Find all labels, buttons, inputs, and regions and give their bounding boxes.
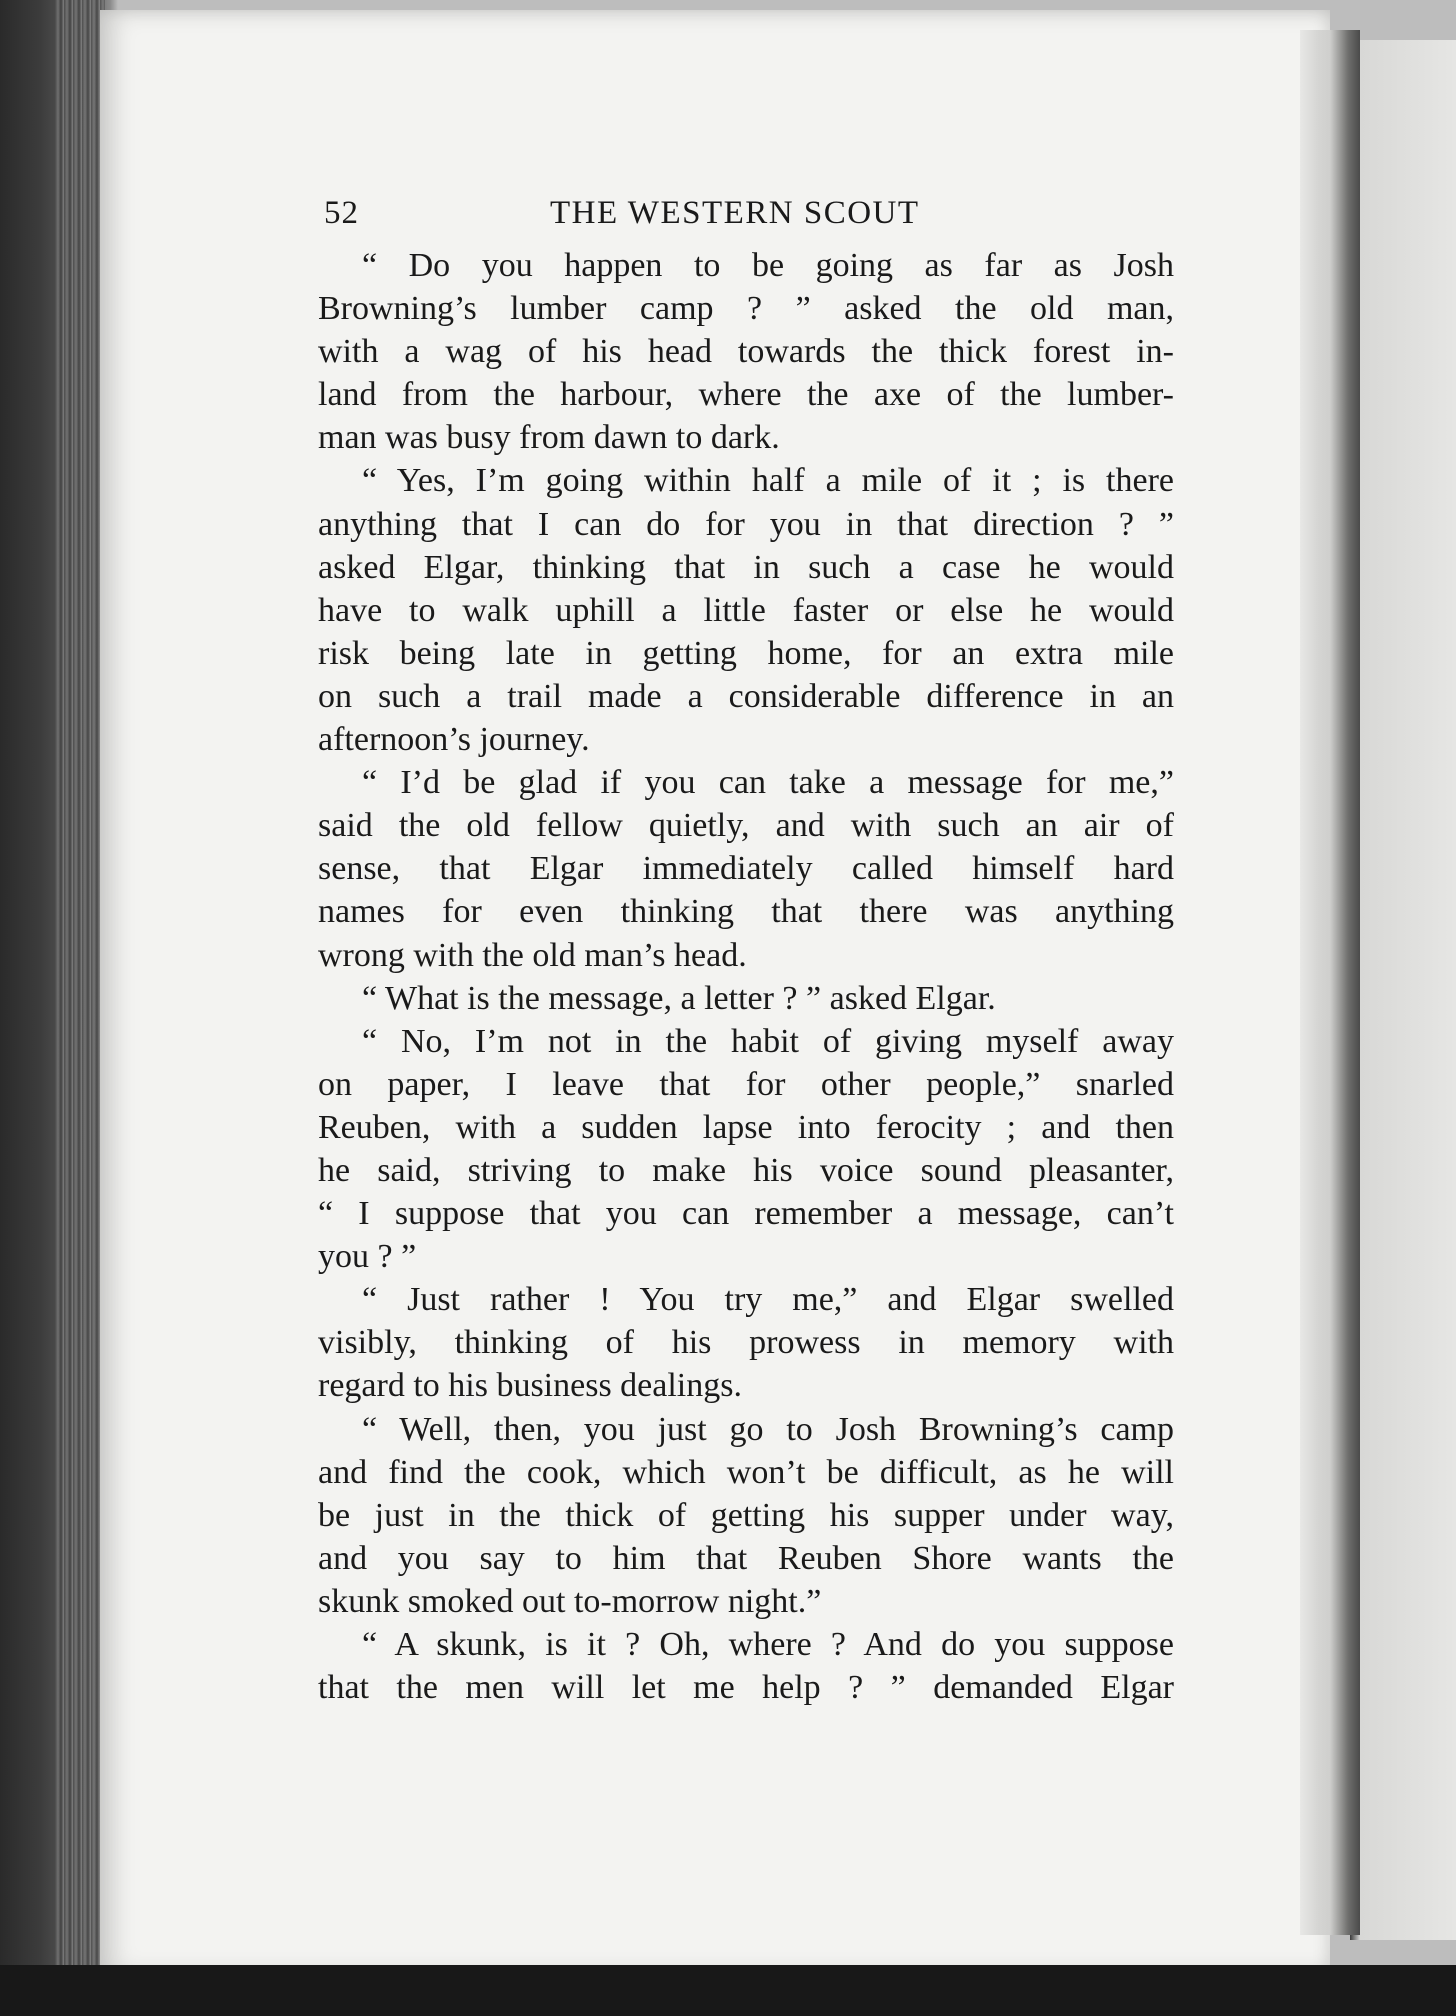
text-line: with a wag of his head towards the thick forest in- [318, 333, 1174, 371]
text-line: “ I’d be glad if you can take a message for me,” [362, 764, 1174, 802]
text-line: have to walk uphill a little faster or else he would [318, 591, 1174, 629]
paragraph [318, 1623, 1174, 1709]
text-line: man was busy from dawn to dark. [318, 419, 780, 457]
text-line: regard to his business dealings. [318, 1367, 742, 1405]
text-line: “ I suppose that you can remember a message, can’t [318, 1195, 1174, 1233]
text-line: visibly, thinking of his prowess in memory with [318, 1324, 1174, 1362]
text-line: land from the harbour, where the axe of the lumber- [318, 376, 1174, 414]
running-title: THE WESTERN SCOUT [550, 195, 920, 231]
text-line: wrong with the old man’s head. [318, 936, 747, 974]
facing-page-edge [1350, 40, 1456, 1940]
text-line: on such a trail made a considerable difference in an [318, 677, 1174, 715]
paragraph [318, 761, 1174, 976]
running-head [318, 188, 1174, 244]
text-line: anything that I can do for you in that direction ? ” [318, 505, 1174, 543]
text-line: names for even thinking that there was anything [318, 893, 1174, 931]
body-text [318, 244, 1174, 1709]
text-line: “ What is the message, a letter ? ” asked Elgar. [362, 979, 996, 1017]
text-line: asked Elgar, thinking that in such a case he would [318, 548, 1174, 586]
text-line: that the men will let me help ? ” demanded Elgar [318, 1669, 1174, 1707]
text-line: on paper, I leave that for other people,” snarled [318, 1065, 1174, 1103]
page-text-block [318, 188, 1174, 1709]
text-line: Reuben, with a sudden lapse into ferocity ; and then [318, 1108, 1174, 1146]
text-line: and you say to him that Reuben Shore wants the [318, 1539, 1174, 1577]
text-line: afternoon’s journey. [318, 721, 590, 759]
text-line: Browning’s lumber camp ? ” asked the old man, [318, 290, 1174, 328]
text-line: and find the cook, which won’t be difficult, as he will [318, 1453, 1174, 1491]
text-line: risk being late in getting home, for an extra mile [318, 634, 1174, 672]
paragraph [318, 459, 1174, 761]
text-line: “ No, I’m not in the habit of giving myself away [362, 1022, 1174, 1060]
book-spine-edge [55, 0, 105, 2016]
text-line: he said, striving to make his voice sound pleasanter, [318, 1151, 1174, 1189]
paragraph [318, 244, 1174, 459]
paragraph [318, 1408, 1174, 1623]
text-line: “ Well, then, you just go to Josh Browning’s camp [362, 1410, 1174, 1448]
scan-bottom-edge [0, 1965, 1456, 2016]
paragraph [318, 1278, 1174, 1407]
text-line: “ Do you happen to be going as far as Josh [362, 247, 1174, 284]
paragraph [318, 977, 1174, 1020]
text-line: “ Just rather ! You try me,” and Elgar swelled [362, 1281, 1174, 1319]
text-line: skunk smoked out to-morrow night.” [318, 1582, 822, 1620]
text-line: “ Yes, I’m going within half a mile of it ; is there [362, 462, 1174, 500]
text-line: sense, that Elgar immediately called himself hard [318, 850, 1174, 888]
text-line: be just in the thick of getting his supper under way, [318, 1496, 1174, 1534]
page-number: 52 [324, 195, 359, 231]
paragraph [318, 1020, 1174, 1279]
text-line: “ A skunk, is it ? Oh, where ? And do you suppose [362, 1626, 1174, 1663]
text-line: said the old fellow quietly, and with such an air of [318, 807, 1174, 845]
text-line: you ? ” [318, 1238, 417, 1276]
page-gutter-shadow [1300, 30, 1360, 1935]
